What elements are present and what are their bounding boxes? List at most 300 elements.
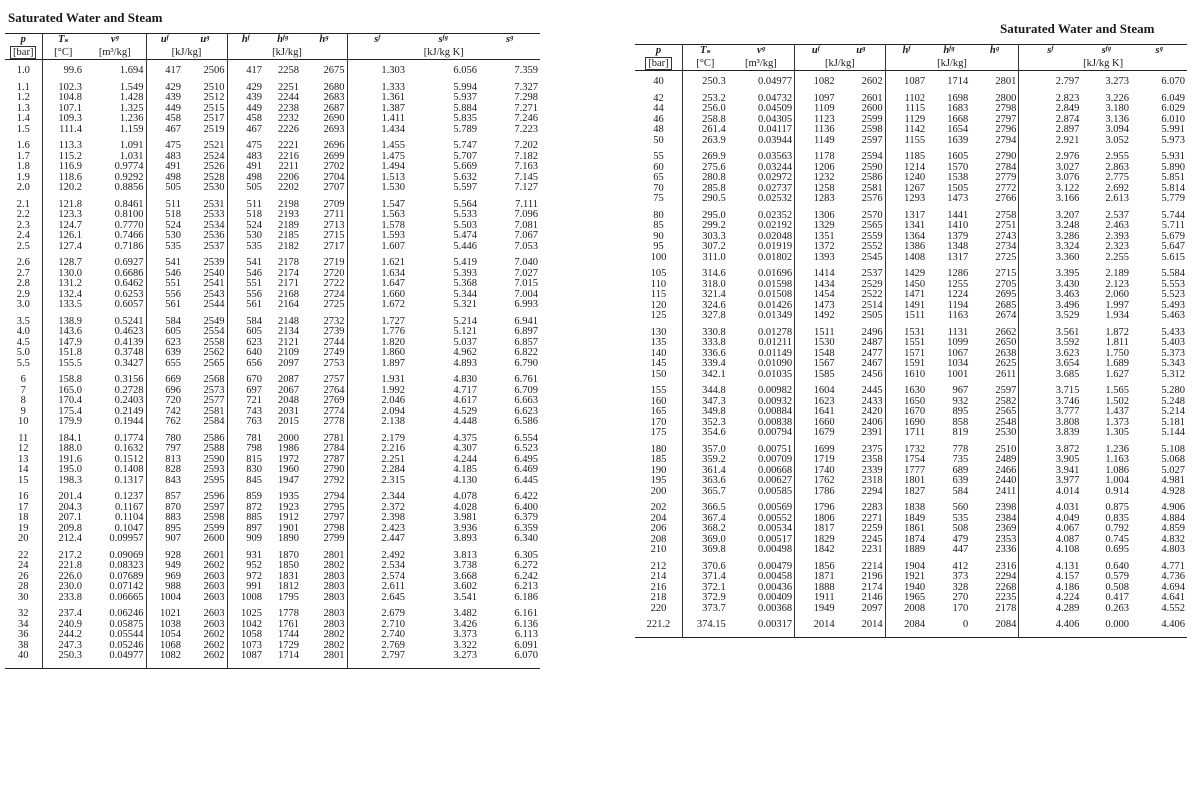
table-cell: 2690: [323, 114, 345, 124]
table-cell: 1698: [947, 93, 969, 104]
table-cell: 2.315: [347, 476, 407, 487]
unit-label: [kJ/kg]: [824, 57, 855, 69]
table-cell: 212: [650, 561, 667, 572]
table-cell: 1115: [885, 104, 927, 115]
table-cell: 175.4: [42, 407, 84, 418]
table-cell: 4.108: [1019, 545, 1082, 556]
table-cell: 2600: [861, 104, 883, 114]
table-cell: 1795: [278, 592, 299, 603]
table-cell: 1087: [227, 651, 264, 662]
table-cell: 3.872: [1019, 445, 1082, 456]
table-cell: 2.398: [347, 513, 407, 524]
column-symbol: vᵍ: [110, 34, 119, 46]
table-row: [635, 232, 1187, 243]
table-row: [635, 221, 1187, 232]
table-cell: 2.823: [1019, 94, 1082, 105]
table-cell: 0.07689: [109, 571, 144, 582]
table-cell: 0.03944: [757, 135, 793, 146]
table-cell: 458: [146, 114, 183, 125]
table-row: [5, 338, 540, 349]
table-cell: 2198: [278, 199, 299, 210]
table-cell: 0.05246: [109, 640, 144, 651]
table-cell: 3.430: [1019, 280, 1082, 291]
table-cell: 2466: [995, 465, 1017, 476]
table-cell: 1630: [885, 386, 927, 397]
table-cell: 333.8: [682, 338, 727, 349]
table-cell: 1.621: [347, 258, 407, 269]
table-cell: 6: [20, 375, 26, 385]
table-row: [635, 349, 1187, 360]
table-cell: 1.159: [119, 124, 144, 135]
table-cell: 60: [653, 162, 664, 173]
table-cell: 3.529: [1019, 311, 1082, 322]
table-cell: 813: [146, 455, 183, 466]
table-cell: 2339: [861, 465, 883, 476]
table-cell: 1.530: [347, 183, 407, 194]
table-cell: 270: [952, 593, 969, 603]
table-cell: 2675: [323, 66, 345, 76]
table-cell: 2794: [995, 135, 1017, 146]
table-cell: 1.4: [16, 114, 30, 124]
table-cell: 12: [18, 444, 29, 454]
table-cell: 0.01211: [758, 338, 793, 348]
table-cell: 4.736: [1161, 572, 1185, 582]
table-row: [5, 513, 540, 524]
table-cell: 2582: [995, 396, 1017, 407]
table-cell: 2193: [278, 210, 299, 220]
table-cell: 2798: [323, 523, 345, 534]
table-cell: 845: [227, 476, 264, 487]
table-cell: 449: [227, 104, 264, 115]
table-cell: 2294: [861, 486, 883, 497]
table-cell: 107.1: [42, 104, 84, 115]
table-cell: 1163: [947, 311, 969, 321]
table-cell: 1972: [278, 454, 299, 465]
table-cell: 1531: [885, 328, 927, 339]
table-cell: 530: [227, 231, 264, 242]
table-cell: 1038: [146, 620, 183, 631]
table-cell: 126.1: [42, 231, 84, 242]
table-row: [5, 290, 540, 301]
table-cell: 1.236: [1105, 444, 1129, 455]
table-cell: 1729: [278, 640, 299, 651]
table-cell: 467: [146, 125, 183, 136]
table-cell: 1714: [947, 77, 969, 87]
table-cell: 2.2: [16, 210, 30, 220]
table-cell: 0.02972: [757, 173, 793, 183]
table-cell: 541: [227, 258, 264, 269]
column-symbol: uᵍ: [856, 45, 866, 57]
table-cell: 19: [18, 523, 29, 534]
table-cell: 530: [146, 231, 183, 242]
table-cell: 2.976: [1019, 152, 1082, 163]
table-cell: 0.07142: [109, 582, 144, 592]
table-cell: 967: [952, 386, 969, 396]
table-cell: 1650: [885, 397, 927, 408]
table-cell: 1042: [227, 620, 264, 631]
table-cell: 1585: [795, 370, 837, 381]
table-cell: 3.395: [1019, 269, 1082, 280]
table-cell: 1034: [947, 359, 969, 369]
table-cell: 2000: [278, 433, 299, 444]
table-cell: 190: [650, 465, 667, 476]
table-cell: 9: [20, 406, 26, 417]
table-cell: 5.931: [1161, 152, 1185, 162]
table-cell: 4.131: [1019, 562, 1082, 573]
table-cell: 1856: [795, 562, 837, 573]
table-row: [5, 258, 540, 269]
table-cell: 170.4: [42, 396, 84, 407]
table-row: [635, 328, 1187, 339]
table-cell: 735: [952, 455, 969, 465]
table-cell: 2586: [861, 173, 883, 183]
table-cell: 2283: [861, 503, 883, 513]
table-cell: 216: [650, 582, 667, 593]
table-cell: 0.01035: [757, 369, 793, 380]
table-cell: 2715: [323, 231, 345, 241]
table-cell: 1.607: [347, 242, 407, 253]
table-cell: 1.872: [1105, 327, 1129, 338]
table-cell: 80: [653, 210, 664, 221]
table-cell: 0.8461: [114, 199, 144, 210]
table-cell: 1.750: [1105, 348, 1129, 359]
table-cell: 2545: [861, 252, 883, 263]
table-cell: 2.4: [16, 231, 30, 241]
table-cell: 4.375: [453, 433, 477, 444]
table-cell: 2.679: [347, 609, 407, 620]
table-cell: 4.289: [1019, 604, 1082, 615]
table-cell: 2537: [203, 241, 225, 252]
table-cell: 7.246: [514, 114, 538, 124]
table-row: [5, 582, 540, 593]
unit-label: [kJ/kg]: [937, 57, 967, 69]
table-cell: 1570: [947, 162, 969, 173]
table-cell: 2121: [278, 337, 299, 348]
table-cell: 0.00458: [757, 572, 793, 582]
table-cell: 2565: [203, 358, 225, 369]
table-cell: 3.592: [1019, 338, 1082, 349]
table-cell: 311.0: [682, 253, 727, 264]
table-cell: 1194: [947, 300, 969, 311]
table-cell: 285.8: [682, 184, 727, 195]
column-unit: [84, 47, 146, 60]
table-cell: 210: [650, 545, 667, 555]
table-cell: 1567: [795, 359, 837, 370]
unit-label: [bar]: [645, 57, 671, 70]
table-cell: 2316: [995, 561, 1017, 572]
table-cell: 218: [650, 593, 667, 603]
table-cell: 1874: [885, 535, 927, 546]
table-cell: 2358: [861, 455, 883, 465]
table-cell: 1317: [885, 211, 927, 222]
table-cell: 2512: [203, 93, 225, 103]
table-cell: 1960: [278, 465, 299, 475]
table-cell: 5.344: [453, 289, 477, 300]
table-cell: 147.9: [42, 338, 84, 349]
table-cell: 4.893: [453, 358, 477, 369]
table-cell: 2.574: [347, 572, 407, 583]
right-steam-table: [635, 44, 1187, 638]
table-cell: 1372: [795, 242, 837, 253]
table-cell: 897: [227, 524, 264, 535]
table-cell: 2251: [278, 82, 299, 93]
table-row: [5, 534, 540, 545]
table-cell: 13: [18, 454, 29, 465]
table-cell: 188.0: [42, 444, 84, 455]
table-cell: 4.307: [453, 444, 477, 454]
table-cell: 5.312: [1161, 369, 1185, 380]
table-cell: 1761: [278, 619, 299, 630]
table-cell: 1.502: [1105, 396, 1129, 407]
table-cell: 1067: [947, 348, 969, 359]
right-page-title: Saturated Water and Steam: [1000, 21, 1155, 36]
table-cell: 1571: [885, 349, 927, 360]
table-cell: 2540: [203, 268, 225, 279]
table-cell: 5.474: [453, 231, 477, 241]
table-row: [635, 620, 1187, 631]
table-cell: 132.4: [42, 290, 84, 301]
table-cell: 2510: [203, 82, 225, 93]
table-cell: 2.393: [1105, 231, 1129, 242]
table-cell: 2562: [203, 348, 225, 358]
table-cell: 5.597: [453, 183, 477, 193]
table-cell: 2.897: [1019, 125, 1082, 136]
table-cell: 4.031: [1019, 503, 1082, 514]
table-row: [635, 583, 1187, 594]
table-cell: 7: [20, 385, 26, 396]
table-cell: 1283: [795, 194, 837, 205]
column-symbol: sᵍ: [505, 34, 514, 46]
table-cell: 7.096: [514, 210, 538, 220]
table-cell: 11: [18, 433, 29, 444]
table-cell: 247.3: [42, 641, 84, 652]
table-cell: 2521: [203, 141, 225, 151]
table-row: [635, 163, 1187, 174]
table-cell: 2214: [861, 561, 883, 572]
table-cell: 2.060: [1105, 290, 1129, 300]
table-cell: 6.586: [514, 417, 538, 427]
table-cell: 1777: [885, 466, 927, 477]
table-cell: 2185: [278, 231, 299, 241]
table-row: [635, 503, 1187, 514]
table-cell: 2537: [861, 269, 883, 279]
table-cell: 28: [18, 582, 29, 592]
table-cell: 556: [146, 290, 183, 301]
table-row: [635, 301, 1187, 312]
table-cell: 2744: [323, 337, 345, 348]
table-cell: 198.3: [42, 476, 84, 487]
table-cell: 2602: [203, 651, 225, 661]
table-cell: 895: [952, 407, 969, 417]
table-cell: 2596: [203, 492, 225, 502]
table-cell: 2586: [203, 433, 225, 444]
table-cell: 417: [146, 66, 183, 77]
table-cell: 2536: [203, 231, 225, 241]
table-cell: 1890: [278, 534, 299, 544]
table-row: [635, 242, 1187, 253]
table-cell: 2781: [323, 433, 345, 444]
column-symbol: hᶠ: [227, 34, 264, 48]
table-cell: 2.189: [1105, 269, 1129, 279]
table-cell: 7.163: [514, 162, 538, 172]
table-cell: 0.00409: [757, 593, 793, 603]
table-cell: 6.056: [453, 66, 477, 76]
table-cell: 5.679: [1161, 231, 1185, 242]
table-cell: 237.4: [42, 609, 84, 620]
table-cell: 125: [650, 311, 667, 321]
table-cell: 2695: [995, 290, 1017, 300]
table-cell: 4.087: [1019, 535, 1082, 546]
table-cell: 2650: [995, 338, 1017, 348]
table-cell: 932: [952, 396, 969, 407]
table-cell: 1668: [947, 114, 969, 125]
table-cell: 1801: [885, 476, 927, 487]
table-cell: 1935: [278, 492, 299, 502]
table-cell: 2189: [278, 220, 299, 231]
column-unit: [42, 47, 84, 60]
column-symbol: uᶠ: [146, 34, 183, 48]
table-cell: 2.447: [347, 534, 407, 545]
table-cell: 0.2728: [114, 385, 144, 396]
table-cell: 1.634: [347, 269, 407, 280]
table-cell: 363.6: [682, 476, 727, 487]
table-cell: 0.1512: [114, 454, 144, 465]
table-cell: 763: [227, 417, 264, 428]
table-cell: 131.2: [42, 279, 84, 290]
table-cell: 7.015: [514, 279, 538, 289]
table-cell: 0.04509: [757, 104, 793, 114]
table-row: [635, 487, 1187, 498]
table-cell: 295.0: [682, 211, 727, 222]
table-cell: 3.136: [1105, 114, 1129, 125]
table-cell: 1889: [885, 545, 927, 556]
table-cell: 5.890: [1161, 162, 1185, 173]
table-cell: 314.6: [682, 269, 727, 280]
table-cell: 2456: [861, 369, 883, 380]
table-cell: 797: [146, 444, 183, 455]
table-cell: 303.3: [682, 232, 727, 243]
table-cell: 4.830: [453, 375, 477, 385]
table-cell: 4.067: [1019, 524, 1082, 535]
table-cell: 15: [18, 475, 29, 486]
table-cell: 1842: [795, 545, 837, 556]
table-cell: 2.123: [1105, 279, 1129, 290]
table-cell: 1.934: [1105, 311, 1129, 321]
table-cell: 2.863: [1105, 162, 1129, 173]
table-cell: 584: [227, 317, 264, 328]
table-cell: 7.359: [514, 66, 538, 76]
table-cell: 5.419: [453, 258, 477, 268]
table-cell: 3.027: [1019, 163, 1082, 174]
table-cell: 0.06665: [109, 592, 144, 603]
table-cell: 639: [146, 348, 183, 359]
table-cell: 2.251: [347, 455, 407, 466]
table-cell: 2568: [203, 375, 225, 385]
unit-label: [kJ/kg]: [272, 46, 302, 58]
table-cell: 3.482: [453, 609, 477, 619]
table-cell: 1129: [885, 115, 927, 126]
column-symbol: sᶠ: [347, 34, 407, 48]
table-row: [5, 503, 540, 514]
table-cell: 3.738: [453, 561, 477, 571]
table-cell: 151.8: [42, 348, 84, 359]
table-cell: 0.4139: [114, 337, 144, 348]
table-row: [5, 279, 540, 290]
table-cell: 150: [650, 369, 667, 380]
table-row: [5, 221, 540, 232]
table-cell: 5.144: [1161, 428, 1185, 438]
table-cell: 0.04305: [757, 114, 793, 125]
table-cell: 1258: [795, 184, 837, 195]
table-cell: 2790: [995, 152, 1017, 162]
table-cell: 483: [227, 152, 264, 163]
table-cell: 1923: [278, 502, 299, 513]
table-cell: 1.333: [347, 83, 407, 94]
table-cell: 2514: [861, 300, 883, 311]
table-cell: 535: [952, 513, 969, 524]
table-cell: 605: [146, 327, 183, 338]
table-cell: 885: [227, 513, 264, 524]
table-cell: 0.01426: [757, 300, 793, 311]
table-cell: 0.01349: [757, 311, 793, 321]
table-cell: 6.049: [1161, 93, 1185, 104]
table-cell: 697: [227, 386, 264, 397]
table-cell: 1206: [795, 163, 837, 174]
table-cell: 895: [146, 524, 183, 535]
table-cell: 2216: [278, 151, 299, 162]
table-cell: 2552: [861, 242, 883, 252]
table-cell: 857: [146, 492, 183, 503]
unit-label: [kJ/kg K]: [423, 46, 464, 58]
table-cell: 2.216: [347, 444, 407, 455]
table-cell: 4.771: [1161, 561, 1185, 572]
table-cell: 3.496: [1019, 301, 1082, 312]
column-symbol: p: [655, 45, 662, 57]
table-row: [635, 445, 1187, 456]
table-cell: 3.977: [1019, 476, 1082, 487]
table-cell: 2522: [861, 290, 883, 300]
table-cell: 2576: [861, 194, 883, 204]
table-cell: 2097: [278, 358, 299, 369]
table-cell: 2420: [861, 407, 883, 417]
table-cell: 4.641: [1161, 593, 1185, 603]
table-cell: 4.049: [1019, 514, 1082, 525]
table-cell: 1.563: [347, 210, 407, 221]
table-cell: 0.00982: [757, 386, 793, 396]
table-cell: 1719: [795, 455, 837, 466]
table-cell: 0.00668: [757, 465, 793, 476]
table-cell: 2.046: [347, 396, 407, 407]
table-cell: 4.028: [453, 502, 477, 513]
table-cell: 2245: [861, 534, 883, 545]
table-cell: 1473: [795, 301, 837, 312]
table-row: [5, 300, 540, 311]
table-cell: 2594: [861, 152, 883, 162]
table-cell: 2.0: [16, 183, 30, 193]
table-cell: 50: [653, 135, 664, 146]
column-symbol: uᶠ: [795, 45, 837, 59]
table-cell: 5.248: [1161, 396, 1185, 407]
table-cell: 1.627: [1105, 369, 1129, 380]
table-row: [635, 136, 1187, 147]
table-row: [635, 370, 1187, 381]
table-cell: 0.01090: [757, 359, 793, 369]
table-cell: 0.04977: [757, 77, 793, 87]
table-cell: 0.00436: [757, 582, 793, 593]
table-cell: 307.2: [682, 242, 727, 253]
table-cell: 349.8: [682, 407, 727, 418]
table-cell: 1911: [795, 593, 837, 604]
